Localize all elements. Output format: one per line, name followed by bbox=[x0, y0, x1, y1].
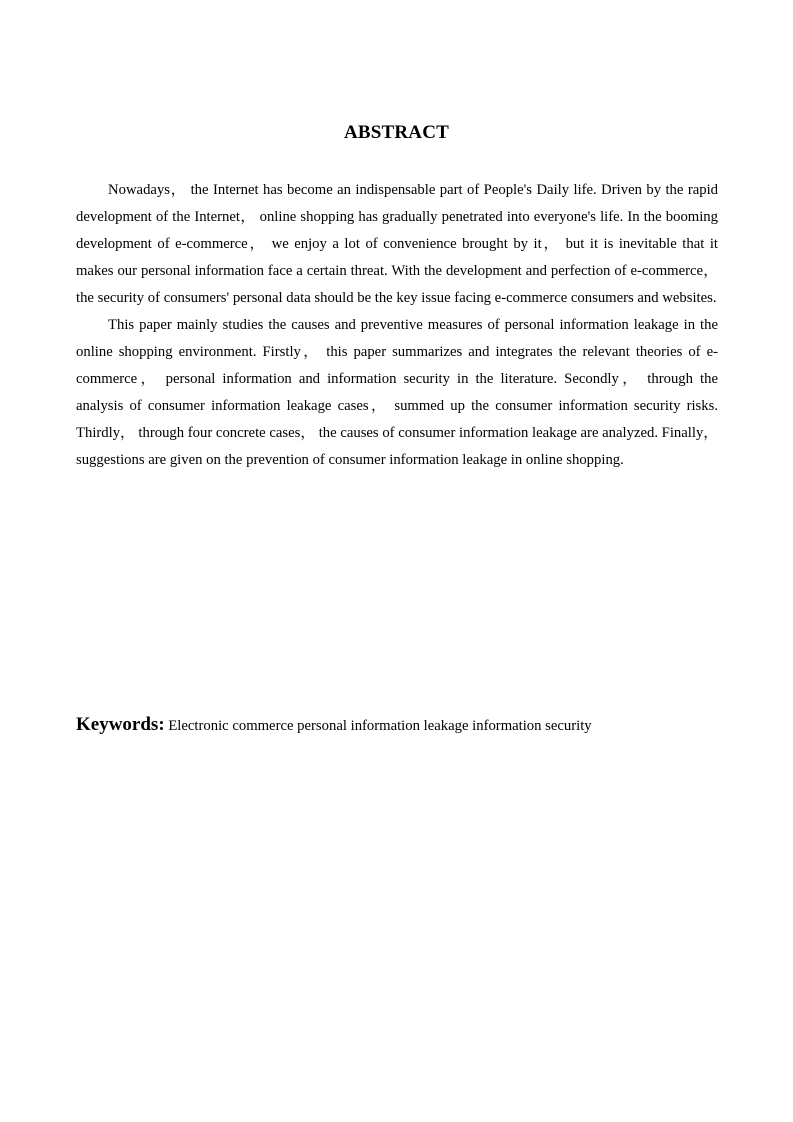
abstract-body bbox=[76, 177, 718, 474]
abstract-title: ABSTRACT bbox=[343, 122, 450, 143]
abstract-paragraph-2: This paper mainly studies the causes and preventive measures of personal information leakage in the online shopping environment. Firstly， this paper summarizes and integrates the relevant theories of e-commerce， personal information and information security in the literature. Secondly， through the analysis of consumer information leakage cases， summed up the consumer information security risks. Thirdly， through four concrete cases， the causes of consumer information leakage are analyzed. Finally， suggestions are given on the prevention of consumer information leakage in online shopping. bbox=[76, 317, 718, 468]
keywords-text: Electronic commerce personal information leakage information security bbox=[168, 718, 592, 734]
keywords-label: Keywords: bbox=[76, 714, 165, 735]
keywords-line bbox=[76, 711, 718, 740]
abstract-paragraph-1: Nowadays， the Internet has become an indispensable part of People's Daily life. Driven by the rapid development of the Internet， online shopping has gradually penetrated into everyone's life. In the booming development of e-commerce， we enjoy a lot of convenience brought by it， but it is inevitable that it makes our personal information face a certain threat. With the development and perfection of e-commerce， the security of consumers' personal data should be the key issue facing e-commerce consumers and websites. bbox=[76, 182, 718, 306]
